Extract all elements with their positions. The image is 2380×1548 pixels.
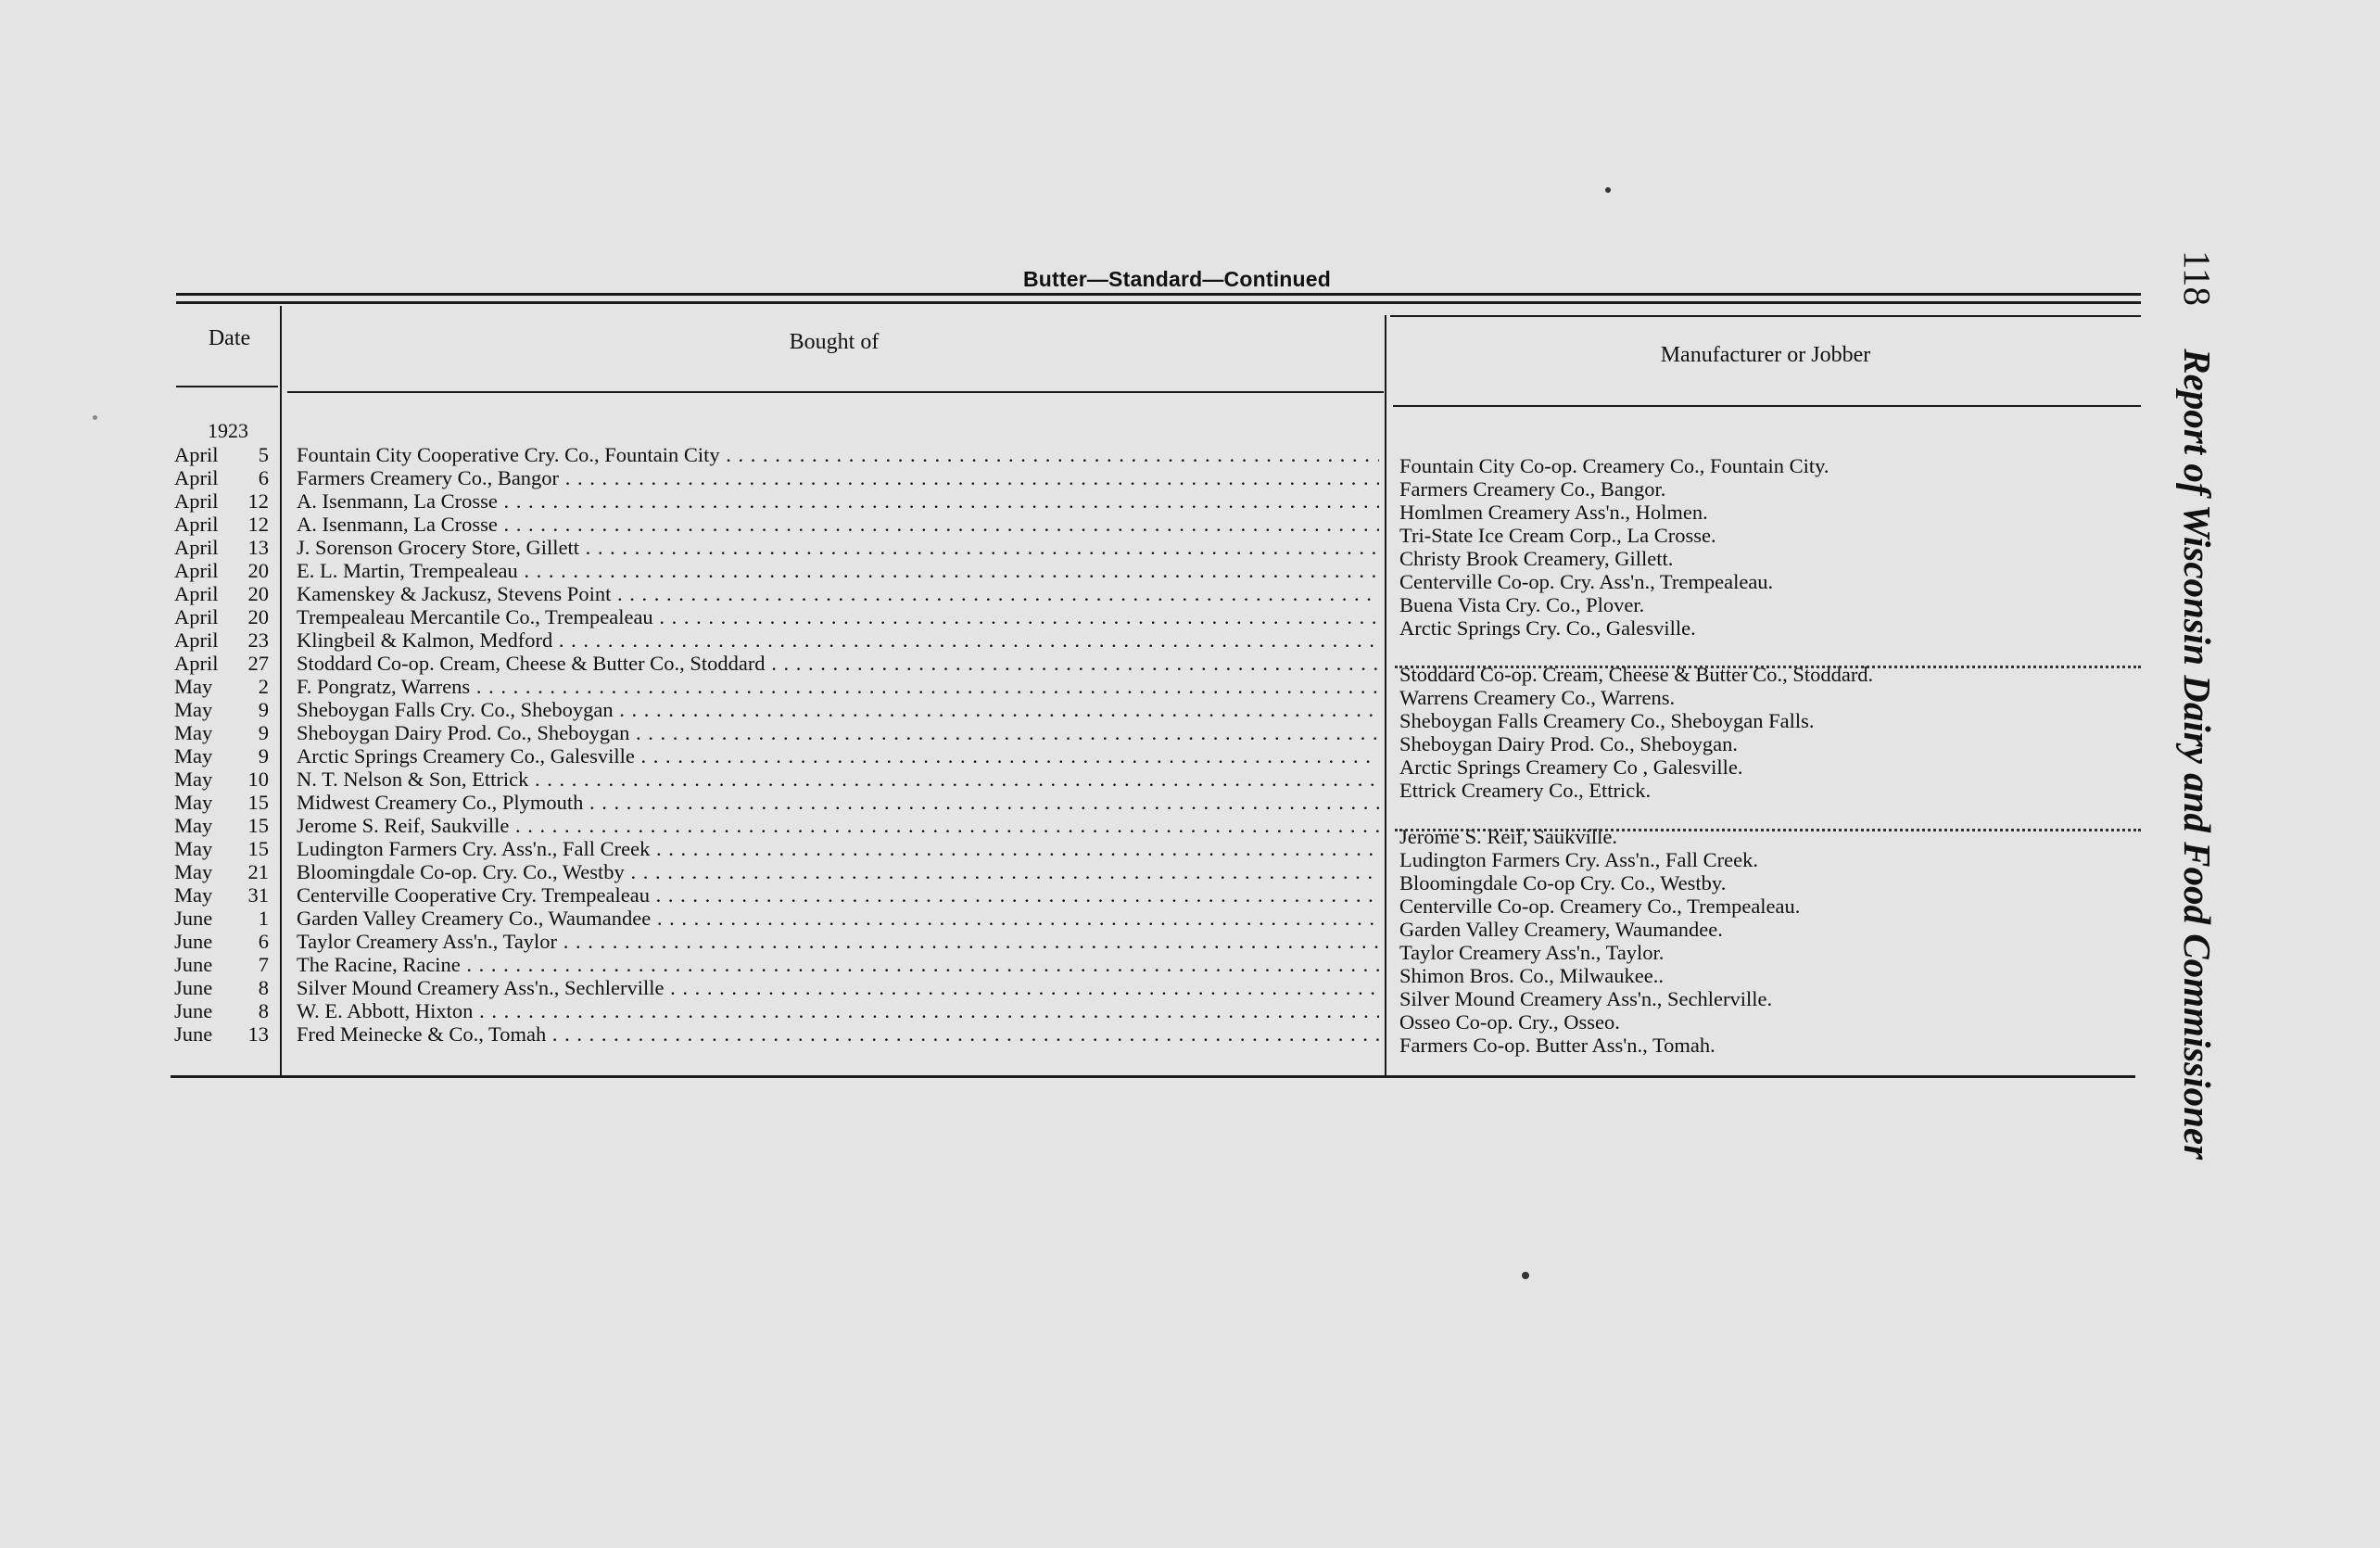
table-row — [0, 443, 2380, 477]
row-bought-of: Sheboygan Falls Cry. Co., Sheboygan . . . — [297, 698, 1379, 721]
top-rule-double — [176, 301, 2141, 304]
row-manufacturer: Stoddard Co-op. Cream, Cheese & Butter Co., Stoddard. — [1399, 663, 1874, 686]
row-day: 21 — [247, 860, 269, 883]
row-bought-of: Kamenskey & Jackusz, Stevens Point . . . — [297, 582, 1379, 605]
table-row — [0, 953, 2380, 987]
row-manufacturer: Ludington Farmers Cry. Ass'n., Fall Creek. — [1399, 848, 1758, 871]
row-bought-of: W. E. Abbott, Hixton . . . — [297, 999, 1379, 1022]
table-row — [0, 721, 2380, 755]
row-manufacturer: Taylor Creamery Ass'n., Taylor. — [1399, 941, 1665, 964]
top-rule — [176, 293, 2141, 296]
row-bought-of: Fred Meinecke & Co., Tomah . . . — [297, 1022, 1379, 1046]
row-manufacturer: Buena Vista Cry. Co., Plover. — [1399, 593, 1645, 616]
table-row — [0, 768, 2380, 802]
row-manufacturer: Silver Mound Creamery Ass'n., Sechlerville. — [1399, 987, 1773, 1010]
date-header-rule — [176, 386, 278, 387]
table-row — [0, 1022, 2380, 1057]
manufacturer-dotted-separator — [1395, 829, 2141, 831]
row-month: April — [174, 466, 219, 489]
section-title: Butter—Standard—Continued — [1022, 267, 1332, 291]
row-manufacturer: Arctic Springs Cry. Co., Galesville. — [1399, 616, 1696, 640]
row-manufacturer: Arctic Springs Creamery Co , Galesville. — [1399, 755, 1743, 779]
row-manufacturer: Osseo Co-op. Cry., Osseo. — [1399, 1010, 1620, 1034]
row-bought-of: Silver Mound Creamery Ass'n., Sechlerville . . . — [297, 976, 1379, 999]
row-month: June — [174, 907, 213, 930]
row-month: June — [174, 930, 213, 953]
scan-speck — [1522, 1272, 1529, 1279]
table-row — [0, 536, 2380, 570]
table-row — [0, 976, 2380, 1010]
row-bought-of: Ludington Farmers Cry. Ass'n., Fall Creek . . . — [297, 837, 1379, 860]
row-month: April — [174, 582, 219, 605]
table-row — [0, 628, 2380, 652]
year-label: 1923 — [208, 419, 248, 442]
row-month: April — [174, 489, 219, 513]
row-day: 20 — [247, 605, 269, 628]
row-month: May — [174, 860, 213, 883]
row-month: April — [174, 513, 219, 536]
row-bought-of: N. T. Nelson & Son, Ettrick . . . — [297, 768, 1379, 791]
row-bought-of: Garden Valley Creamery Co., Waumandee . . . — [297, 907, 1379, 930]
row-day: 10 — [247, 768, 269, 791]
row-month: May — [174, 744, 213, 768]
row-month: May — [174, 791, 213, 814]
table-row — [0, 675, 2380, 709]
row-month: June — [174, 953, 213, 976]
row-day: 6 — [258, 930, 269, 953]
row-month: May — [174, 814, 213, 837]
row-manufacturer: Centerville Co-op. Cry. Ass'n., Trempealeau. — [1399, 570, 1774, 593]
row-month: May — [174, 768, 213, 791]
table-row — [0, 489, 2380, 524]
row-month: April — [174, 628, 219, 652]
row-month: April — [174, 559, 219, 582]
table-row — [0, 837, 2380, 871]
bottom-rule — [171, 1075, 2135, 1078]
date-column-header: Date — [208, 326, 251, 350]
row-bought-of: The Racine, Racine . . . — [297, 953, 1379, 976]
row-month: May — [174, 883, 213, 907]
scan-speck — [1605, 187, 1611, 193]
table-row — [0, 814, 2380, 848]
row-month: May — [174, 721, 213, 744]
row-day: 7 — [258, 953, 269, 976]
row-manufacturer: Homlmen Creamery Ass'n., Holmen. — [1399, 501, 1708, 524]
row-day: 9 — [258, 698, 269, 721]
table-row — [0, 582, 2380, 616]
table-row — [0, 791, 2380, 814]
row-manufacturer: Jerome S. Reif, Saukville. — [1399, 825, 1617, 848]
row-bought-of: J. Sorenson Grocery Store, Gillett . . . — [297, 536, 1379, 559]
row-day: 27 — [247, 652, 269, 675]
row-day: 20 — [247, 582, 269, 605]
row-bought-of: Taylor Creamery Ass'n., Taylor . . . — [297, 930, 1379, 953]
row-day: 20 — [247, 559, 269, 582]
row-month: June — [174, 1022, 213, 1046]
bought-of-column-header: Bought of — [789, 330, 880, 354]
row-month: May — [174, 675, 213, 698]
row-bought-of: Jerome S. Reif, Saukville . . . — [297, 814, 1379, 837]
row-bought-of: E. L. Martin, Trempealeau . . . — [297, 559, 1379, 582]
row-manufacturer: Fountain City Co-op. Creamery Co., Fountain City. — [1399, 454, 1829, 477]
page-number: 118 — [2176, 250, 2219, 306]
row-bought-of: Klingbeil & Kalmon, Medford . . . — [297, 628, 1379, 652]
row-month: May — [174, 837, 213, 860]
row-month: April — [174, 605, 219, 628]
row-bought-of: A. Isenmann, La Crosse . . . — [297, 489, 1379, 513]
row-bought-of: Bloomingdale Co-op. Cry. Co., Westby . . . — [297, 860, 1379, 883]
top-rule-thin — [1390, 315, 2141, 317]
row-bought-of: Arctic Springs Creamery Co., Galesville . . . — [297, 744, 1379, 768]
row-day: 13 — [247, 536, 269, 559]
row-month: May — [174, 698, 213, 721]
row-day: 8 — [258, 976, 269, 999]
manufacturer-column-header: Manufacturer or Jobber — [1660, 343, 1871, 367]
row-day: 8 — [258, 999, 269, 1022]
row-manufacturer: Bloomingdale Co-op Cry. Co., Westby. — [1399, 871, 1727, 895]
row-bought-of: Farmers Creamery Co., Bangor . . . — [297, 466, 1379, 489]
table-row — [0, 652, 2380, 686]
scan-speck — [93, 415, 97, 420]
row-manufacturer: Sheboygan Falls Creamery Co., Sheboygan Falls. — [1399, 709, 1815, 732]
row-month: June — [174, 999, 213, 1022]
table-row — [0, 744, 2380, 779]
row-manufacturer: Farmers Co-op. Butter Ass'n., Tomah. — [1399, 1034, 1715, 1057]
row-day: 23 — [247, 628, 269, 652]
row-manufacturer: Christy Brook Creamery, Gillett. — [1399, 547, 1674, 570]
row-manufacturer: Warrens Creamery Co., Warrens. — [1399, 686, 1676, 709]
row-bought-of: Trempealeau Mercantile Co., Trempealeau . . . — [297, 605, 1379, 628]
row-bought-of: Fountain City Cooperative Cry. Co., Fountain City . . . — [297, 443, 1379, 466]
running-title: Report of Wisconsin Dairy and Food Commissioner — [2176, 349, 2219, 1161]
row-day: 15 — [247, 791, 269, 814]
row-month: June — [174, 976, 213, 999]
row-day: 2 — [258, 675, 269, 698]
row-manufacturer: Shimon Bros. Co., Milwaukee.. — [1399, 964, 1664, 987]
table-row — [0, 883, 2380, 918]
row-manufacturer: Garden Valley Creamery, Waumandee. — [1399, 918, 1723, 941]
row-day: 12 — [247, 513, 269, 536]
row-bought-of: A. Isenmann, La Crosse . . . — [297, 513, 1379, 536]
row-manufacturer: Tri-State Ice Cream Corp., La Crosse. — [1399, 524, 1716, 547]
row-day: 13 — [247, 1022, 269, 1046]
row-day: 1 — [258, 907, 269, 930]
row-day: 15 — [247, 837, 269, 860]
row-day: 15 — [247, 814, 269, 837]
table-row — [0, 513, 2380, 547]
table-row — [0, 907, 2380, 941]
row-day: 5 — [258, 443, 269, 466]
running-header — [2175, 250, 2220, 1160]
row-manufacturer: Farmers Creamery Co., Bangor. — [1399, 477, 1666, 501]
row-month: April — [174, 443, 219, 466]
row-manufacturer: Sheboygan Dairy Prod. Co., Sheboygan. — [1399, 732, 1738, 755]
manufacturer-dotted-separator — [1395, 666, 2141, 668]
table-row — [0, 698, 2380, 732]
row-bought-of: Centerville Cooperative Cry. Trempealeau . . . — [297, 883, 1379, 907]
row-month: April — [174, 536, 219, 559]
row-day: 12 — [247, 489, 269, 513]
table-row — [0, 559, 2380, 593]
row-day: 31 — [247, 883, 269, 907]
row-day: 9 — [258, 721, 269, 744]
row-day: 9 — [258, 744, 269, 768]
row-manufacturer: Centerville Co-op. Creamery Co., Trempealeau. — [1399, 895, 1801, 918]
row-bought-of: Midwest Creamery Co., Plymouth . . . — [297, 791, 1379, 814]
row-month: April — [174, 652, 219, 675]
row-bought-of: Stoddard Co-op. Cream, Cheese & Butter Co., Stoddard . . . — [297, 652, 1379, 675]
row-bought-of: Sheboygan Dairy Prod. Co., Sheboygan . . . — [297, 721, 1379, 744]
row-bought-of: F. Pongratz, Warrens . . . — [297, 675, 1379, 698]
manufacturer-header-rule — [1393, 405, 2141, 407]
table-row — [0, 930, 2380, 964]
row-manufacturer: Ettrick Creamery Co., Ettrick. — [1399, 779, 1652, 802]
row-day: 6 — [258, 466, 269, 489]
bought-header-rule — [287, 391, 1384, 393]
